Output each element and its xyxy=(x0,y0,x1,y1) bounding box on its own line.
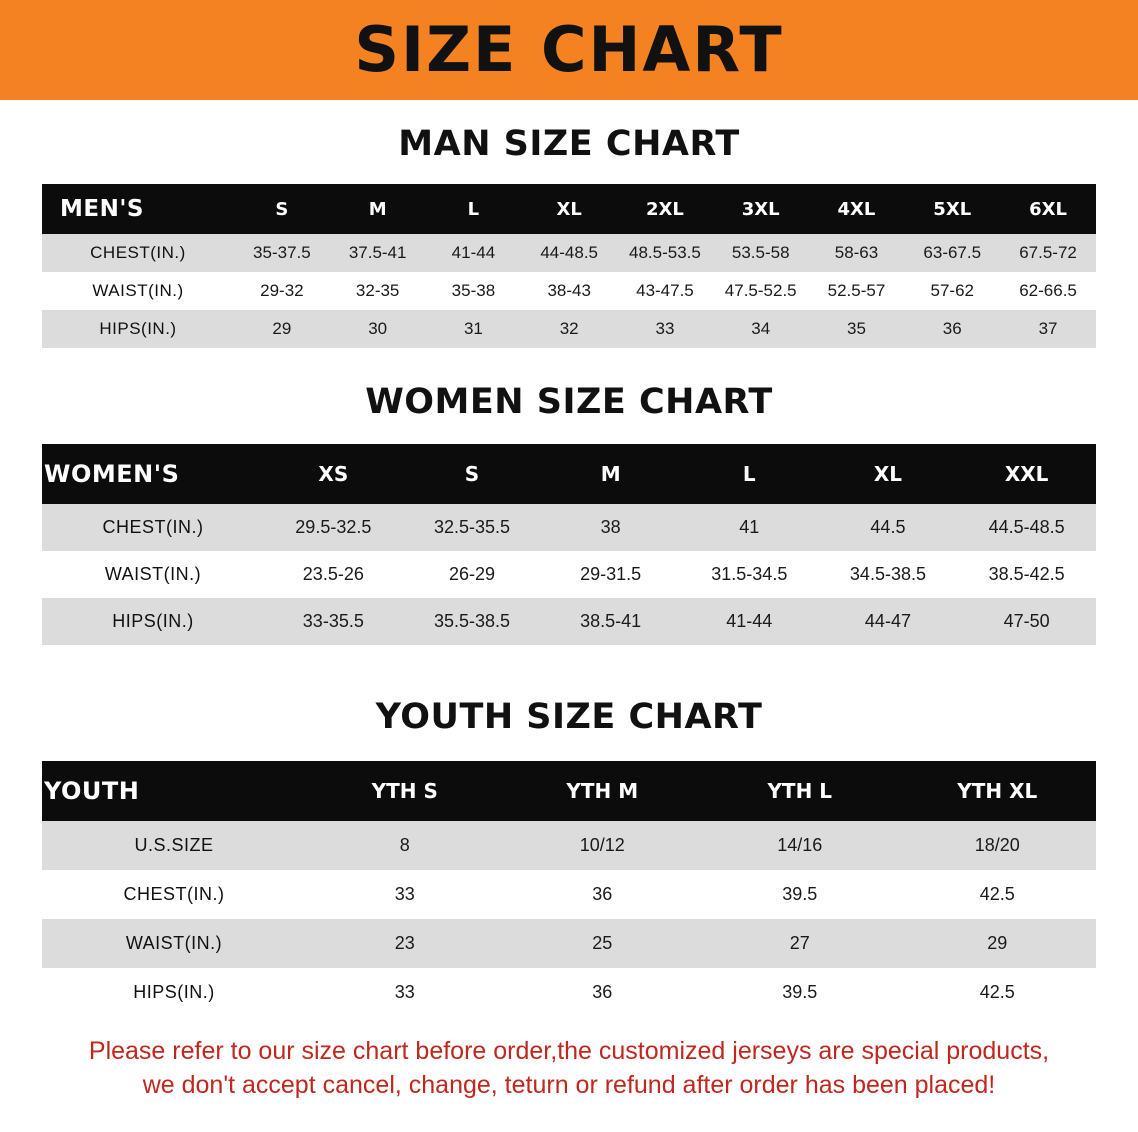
row-label: CHEST(IN.) xyxy=(42,234,234,272)
column-header: XS xyxy=(264,444,403,504)
column-header: XXL xyxy=(957,444,1096,504)
table-cell: 25 xyxy=(504,919,702,968)
table-cell: 14/16 xyxy=(701,821,899,870)
row-label: WAIST(IN.) xyxy=(42,919,306,968)
disclaimer-note xyxy=(38,1035,1100,1103)
table-cell: 63-67.5 xyxy=(904,234,1000,272)
table-cell: 18/20 xyxy=(899,821,1097,870)
table-cell: 42.5 xyxy=(899,968,1097,1017)
table-cell: 33 xyxy=(306,870,504,919)
table-cell: 30 xyxy=(330,310,426,348)
table-cell: 44.5 xyxy=(819,504,958,551)
table-cell: 62-66.5 xyxy=(1000,272,1096,310)
table-cell: 32 xyxy=(521,310,617,348)
column-header: YOUTH xyxy=(42,761,306,821)
table-cell: 52.5-57 xyxy=(809,272,905,310)
table-cell: 39.5 xyxy=(701,870,899,919)
row-label: U.S.SIZE xyxy=(42,821,306,870)
table-cell: 38.5-41 xyxy=(541,598,680,645)
table-cell: 29 xyxy=(234,310,330,348)
table-header-row xyxy=(42,184,1096,234)
row-label: CHEST(IN.) xyxy=(42,870,306,919)
column-header: 3XL xyxy=(713,184,809,234)
column-header: XL xyxy=(521,184,617,234)
table-cell: 26-29 xyxy=(403,551,542,598)
table-cell: 47-50 xyxy=(957,598,1096,645)
table-cell: 23.5-26 xyxy=(264,551,403,598)
column-header: S xyxy=(403,444,542,504)
row-label: WAIST(IN.) xyxy=(42,272,234,310)
table-cell: 39.5 xyxy=(701,968,899,1017)
youth-table-wrap xyxy=(42,761,1096,1017)
column-header: MEN'S xyxy=(42,184,234,234)
table-header-row xyxy=(42,444,1096,504)
table-cell: 44.5-48.5 xyxy=(957,504,1096,551)
table-cell: 38.5-42.5 xyxy=(957,551,1096,598)
table-row xyxy=(42,821,1096,870)
table-cell: 32.5-35.5 xyxy=(403,504,542,551)
table-row xyxy=(42,310,1096,348)
column-header: 2XL xyxy=(617,184,713,234)
table-cell: 48.5-53.5 xyxy=(617,234,713,272)
column-header: 6XL xyxy=(1000,184,1096,234)
column-header: YTH XL xyxy=(899,761,1097,821)
table-row xyxy=(42,919,1096,968)
table-cell: 35-37.5 xyxy=(234,234,330,272)
table-cell: 35.5-38.5 xyxy=(403,598,542,645)
column-header: L xyxy=(680,444,819,504)
table-cell: 58-63 xyxy=(809,234,905,272)
women-section-heading: WOMEN SIZE CHART xyxy=(365,382,773,422)
table-cell: 42.5 xyxy=(899,870,1097,919)
table-cell: 35 xyxy=(809,310,905,348)
table-cell: 36 xyxy=(504,870,702,919)
table-cell: 29-31.5 xyxy=(541,551,680,598)
table-cell: 38 xyxy=(541,504,680,551)
women-table-wrap xyxy=(42,444,1096,645)
column-header: 5XL xyxy=(904,184,1000,234)
table-cell: 32-35 xyxy=(330,272,426,310)
table-header-row xyxy=(42,761,1096,821)
table-cell: 37.5-41 xyxy=(330,234,426,272)
table-cell: 34 xyxy=(713,310,809,348)
table-cell: 33 xyxy=(617,310,713,348)
table-cell: 36 xyxy=(904,310,1000,348)
table-row xyxy=(42,272,1096,310)
table-cell: 36 xyxy=(504,968,702,1017)
column-header: XL xyxy=(819,444,958,504)
table-cell: 53.5-58 xyxy=(713,234,809,272)
table-row xyxy=(42,234,1096,272)
table-cell: 33-35.5 xyxy=(264,598,403,645)
table-cell: 41-44 xyxy=(680,598,819,645)
column-header: L xyxy=(426,184,522,234)
column-header: WOMEN'S xyxy=(42,444,264,504)
table-cell: 27 xyxy=(701,919,899,968)
table-cell: 43-47.5 xyxy=(617,272,713,310)
man-size-table xyxy=(42,184,1096,348)
row-label: HIPS(IN.) xyxy=(42,968,306,1017)
table-cell: 47.5-52.5 xyxy=(713,272,809,310)
table-row xyxy=(42,598,1096,645)
man-table-wrap xyxy=(42,184,1096,348)
table-cell: 44-48.5 xyxy=(521,234,617,272)
column-header: YTH L xyxy=(701,761,899,821)
youth-section-heading: YOUTH SIZE CHART xyxy=(375,697,763,737)
table-cell: 37 xyxy=(1000,310,1096,348)
table-row xyxy=(42,968,1096,1017)
table-cell: 23 xyxy=(306,919,504,968)
column-header: YTH M xyxy=(504,761,702,821)
table-cell: 10/12 xyxy=(504,821,702,870)
column-header: S xyxy=(234,184,330,234)
table-cell: 8 xyxy=(306,821,504,870)
column-header: 4XL xyxy=(809,184,905,234)
women-size-table xyxy=(42,444,1096,645)
row-label: CHEST(IN.) xyxy=(42,504,264,551)
table-cell: 41 xyxy=(680,504,819,551)
column-header: YTH S xyxy=(306,761,504,821)
table-cell: 29 xyxy=(899,919,1097,968)
table-cell: 31 xyxy=(426,310,522,348)
table-cell: 33 xyxy=(306,968,504,1017)
table-row xyxy=(42,870,1096,919)
table-cell: 31.5-34.5 xyxy=(680,551,819,598)
table-row xyxy=(42,551,1096,598)
man-section-heading: MAN SIZE CHART xyxy=(398,124,740,164)
table-cell: 29.5-32.5 xyxy=(264,504,403,551)
table-cell: 67.5-72 xyxy=(1000,234,1096,272)
table-cell: 34.5-38.5 xyxy=(819,551,958,598)
column-header: M xyxy=(541,444,680,504)
row-label: HIPS(IN.) xyxy=(42,310,234,348)
table-cell: 41-44 xyxy=(426,234,522,272)
row-label: WAIST(IN.) xyxy=(42,551,264,598)
row-label: HIPS(IN.) xyxy=(42,598,264,645)
table-cell: 29-32 xyxy=(234,272,330,310)
disclaimer-line-2: we don't accept cancel, change, teturn or refund after order has been placed! xyxy=(142,1070,996,1099)
banner xyxy=(0,0,1138,100)
table-cell: 35-38 xyxy=(426,272,522,310)
table-cell: 57-62 xyxy=(904,272,1000,310)
youth-size-table xyxy=(42,761,1096,1017)
page-title: SIZE CHART xyxy=(354,13,784,86)
disclaimer-line-1: Please refer to our size chart before order,the customized jerseys are special products, xyxy=(88,1037,1050,1065)
column-header: M xyxy=(330,184,426,234)
table-cell: 38-43 xyxy=(521,272,617,310)
table-cell: 44-47 xyxy=(819,598,958,645)
table-row xyxy=(42,504,1096,551)
